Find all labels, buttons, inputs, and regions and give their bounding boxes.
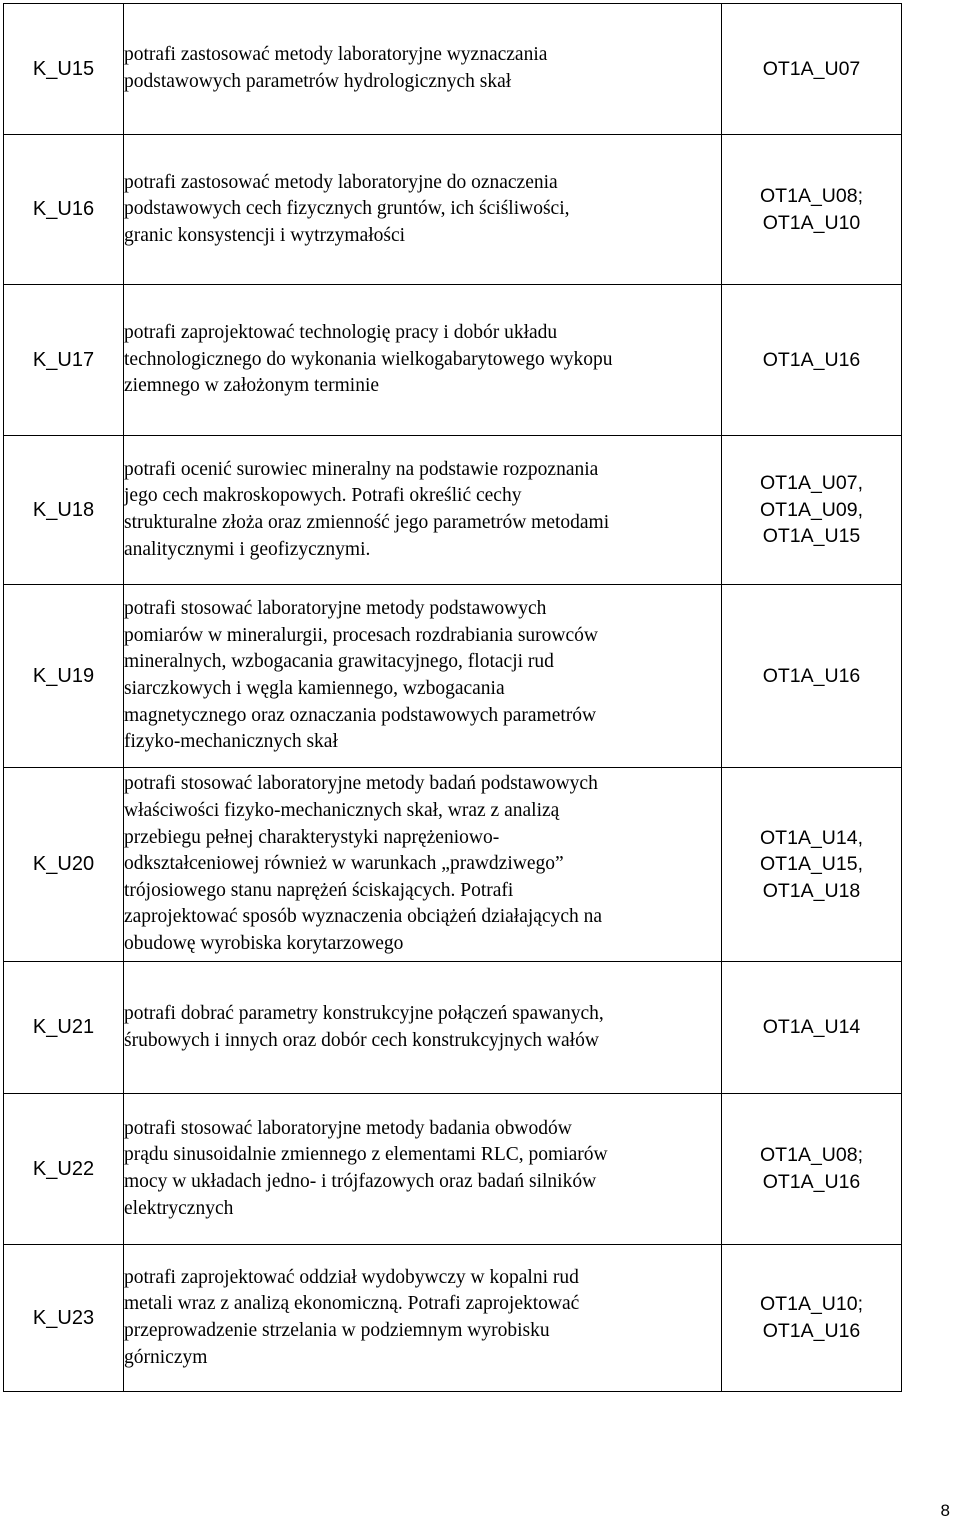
outcome-code: K_U15 — [4, 4, 124, 135]
outcome-reference: OT1A_U08; OT1A_U16 — [722, 1094, 902, 1245]
outcome-description: potrafi ocenić surowiec mineralny na podstawie rozpoznania jego cech makroskopowych. Potrafi określić cechy strukturalne złoża oraz zmienność jego parametrów metodami analitycznymi i geofizycznymi. — [124, 436, 722, 585]
table-row — [4, 768, 902, 962]
outcome-description: potrafi zastosować metody laboratoryjne do oznaczenia podstawowych cech fizycznych gruntów, ich ściśliwości, granic konsystencji i wytrzymałości — [124, 135, 722, 285]
outcome-description: potrafi zastosować metody laboratoryjne wyznaczania podstawowych parametrów hydrologicznych skał — [124, 4, 722, 135]
outcome-code: K_U21 — [4, 962, 124, 1094]
table-row — [4, 1094, 902, 1245]
page-number: 8 — [940, 1501, 950, 1520]
outcome-code: K_U16 — [4, 135, 124, 285]
table-row — [4, 585, 902, 768]
outcome-description: potrafi zaprojektować oddział wydobywczy w kopalni rud metali wraz z analizą ekonomiczną. Potrafi zaprojektować przeprowadzenie strzelania w podziemnym wyrobisku górniczym — [124, 1245, 722, 1392]
outcome-code: K_U18 — [4, 436, 124, 585]
outcome-code: K_U20 — [4, 768, 124, 962]
outcome-reference: OT1A_U16 — [722, 585, 902, 768]
outcome-description: potrafi stosować laboratoryjne metody podstawowych pomiarów w mineralurgii, procesach rozdrabiania surowców mineralnych, wzbogacania grawitacyjnego, flotacji rud siarczkowych i węgla kamiennego, wzbogacania magnetycznego oraz oznaczania podstawowych parametrów fizyko-mechanicznych skał — [124, 585, 722, 768]
table-row — [4, 1245, 902, 1392]
outcome-description: potrafi zaprojektować technologię pracy i dobór układu technologicznego do wykonania wielkogabarytowego wykopu ziemnego w założonym terminie — [124, 285, 722, 436]
table-row — [4, 135, 902, 285]
outcome-code: K_U22 — [4, 1094, 124, 1245]
table-row — [4, 4, 902, 135]
outcome-code: K_U17 — [4, 285, 124, 436]
outcome-description: potrafi dobrać parametry konstrukcyjne połączeń spawanych, śrubowych i innych oraz dobór cech konstrukcyjnych wałów — [124, 962, 722, 1094]
outcome-reference: OT1A_U07 — [722, 4, 902, 135]
outcome-description: potrafi stosować laboratoryjne metody badania obwodów prądu sinusoidalnie zmiennego z elementami RLC, pomiarów mocy w układach jedno- i trójfazowych oraz badań silników elektrycznych — [124, 1094, 722, 1245]
outcome-reference: OT1A_U07, OT1A_U09, OT1A_U15 — [722, 436, 902, 585]
outcome-description: potrafi stosować laboratoryjne metody badań podstawowych właściwości fizyko-mechanicznych skał, wraz z analizą przebiegu pełnej charakterystyki naprężeniowo- odkształceniowej również w warunkach „prawdziwego” trójosiowego stanu naprężeń ściskających. Potrafi zaprojektować sposób wyznaczenia obciążeń działających na obudowę wyrobiska korytarzowego — [124, 768, 722, 962]
outcome-reference: OT1A_U10; OT1A_U16 — [722, 1245, 902, 1392]
table-row — [4, 285, 902, 436]
outcome-code: K_U19 — [4, 585, 124, 768]
outcome-reference: OT1A_U08; OT1A_U10 — [722, 135, 902, 285]
learning-outcomes-table — [3, 3, 902, 1392]
table-row — [4, 962, 902, 1094]
outcome-code: K_U23 — [4, 1245, 124, 1392]
table-row — [4, 436, 902, 585]
outcome-reference: OT1A_U14 — [722, 962, 902, 1094]
outcome-reference: OT1A_U14, OT1A_U15, OT1A_U18 — [722, 768, 902, 962]
outcome-reference: OT1A_U16 — [722, 285, 902, 436]
